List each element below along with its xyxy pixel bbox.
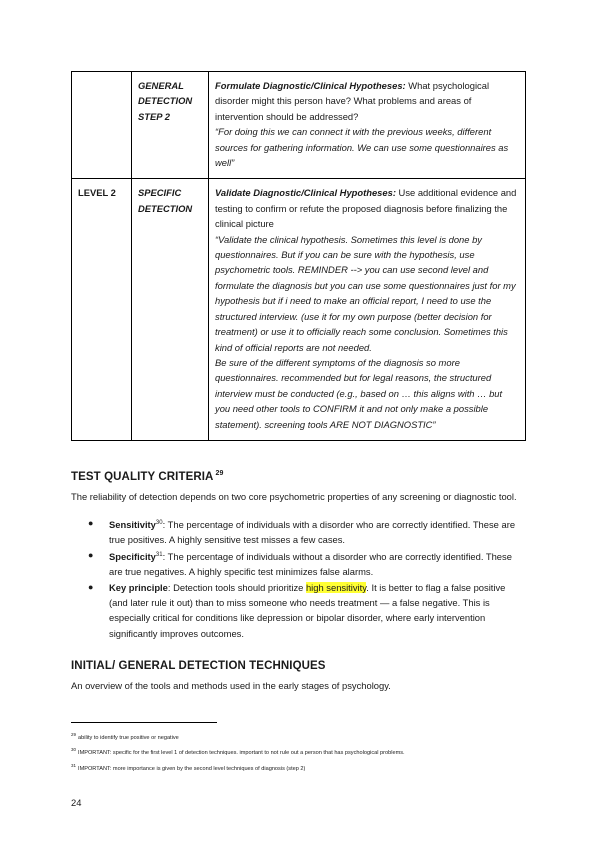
description-cell — [209, 179, 526, 441]
section-heading-test-quality: TEST QUALITY CRITERIA $^{29}$ — [71, 470, 224, 483]
test-quality-intro: The reliability of detection depends on two core psychometric properties of any screening or diagnostic tool. — [71, 491, 517, 502]
step-cell: GENERAL DETECTION STEP 2 — [132, 72, 209, 179]
lecture-quote: “For doing this we can connect it with the previous weeks, different sources for gathering information. We can use some questionnaires as well” — [215, 126, 509, 169]
footnote-29: $^{29}$ability to identify true positive or negative — [71, 732, 179, 741]
step-cell: SPECIFIC DETECTION — [132, 179, 209, 441]
footnote-ref: 31 — [155, 551, 163, 558]
list-item — [78, 516, 526, 548]
description-cell — [209, 72, 526, 179]
level-cell — [72, 72, 132, 179]
table-row — [72, 179, 526, 441]
criterion-text-continued: . It is better to flag a false positive (and later rule it out) than to miss someone who needs treatment — a false negative. This is especially critical for conditions like depression or bipolar disorder, where early intervention significantly improves outcomes. — [109, 581, 506, 639]
page-number: 24 — [71, 797, 82, 808]
lecture-quote-continued: Be sure of the different symptoms of the diagnosis so more questionnaires. recommended but for legal reasons, the structured interview must be conducted (e.g., based on … this aligns with … but you need other tools to CONFIRM it and not only make a possible statement). screening tools ARE NOT DIAGNOSTIC” — [215, 356, 503, 430]
hypothesis-label: Formulate Diagnostic/Clinical Hypotheses: — [215, 80, 406, 91]
list-item — [78, 580, 526, 642]
detection-levels-table — [71, 71, 526, 441]
criterion-term: Key principle — [109, 581, 168, 593]
criterion-term: Specificity — [109, 550, 156, 562]
footnote-divider — [71, 722, 217, 723]
criterion-text: : The percentage of individuals without a disorder who are correctly identified. These are true negatives. A highly specific test minimizes false alarms. — [109, 550, 512, 578]
footnote-30: $^{30}$IMPORTANT: specific for the first level 1 of detection techniques. important to not rule out a person that has psychological problems. — [71, 747, 405, 756]
bullet-icon: ● — [88, 518, 94, 528]
initial-detection-intro: An overview of the tools and methods used in the early stages of psychology. — [71, 680, 391, 691]
bullet-icon: ● — [88, 581, 94, 592]
criterion-text: : Detection tools should prioritize — [167, 581, 306, 593]
lecture-quote: “Validate the clinical hypothesis. Sometimes this level is done by questionnaires. But if you can be sure with the hypothesis, use psychometric tools. REMINDER --> you can use second level and formulate the diagnosis but you can use some questionnaires just for my hypothesis but if i need to make an official report, I need to use the structured interview. (use it for my own purpose (better decision for treatment) or use it to officially reach some conclusion. Sometimes this kind of official reports are not needed. — [215, 233, 516, 353]
highlighted-text: high sensitivity — [305, 581, 367, 593]
list-item — [78, 548, 526, 580]
footnote-31: $^{31}$IMPORTANT: more importance is given by the second level techniques of diagnosis (step 2) — [71, 763, 306, 772]
bullet-icon: ● — [88, 549, 94, 560]
hypothesis-text: What psychological disorder might this person have? What problems and areas of intervention should be addressed? — [215, 80, 490, 122]
hypothesis-text: Use additional evidence and testing to confirm or refute the proposed diagnosis before finalizing the clinical picture — [215, 187, 517, 230]
section-heading-initial-detection: INITIAL/ GENERAL DETECTION TECHNIQUES — [71, 660, 326, 672]
criteria-list — [78, 516, 526, 641]
criterion-text: : The percentage of individuals with a disorder who are correctly identified. These are true positives. A highly sensitive test misses a few cases. — [109, 519, 516, 546]
hypothesis-label: Validate Diagnostic/Clinical Hypotheses: — [215, 187, 396, 199]
level-cell: LEVEL 2 — [72, 179, 132, 441]
footnote-ref: 29 — [215, 470, 224, 477]
table-row — [72, 72, 526, 179]
footnote-ref: 30 — [155, 520, 163, 526]
criterion-term: Sensitivity — [109, 519, 156, 530]
